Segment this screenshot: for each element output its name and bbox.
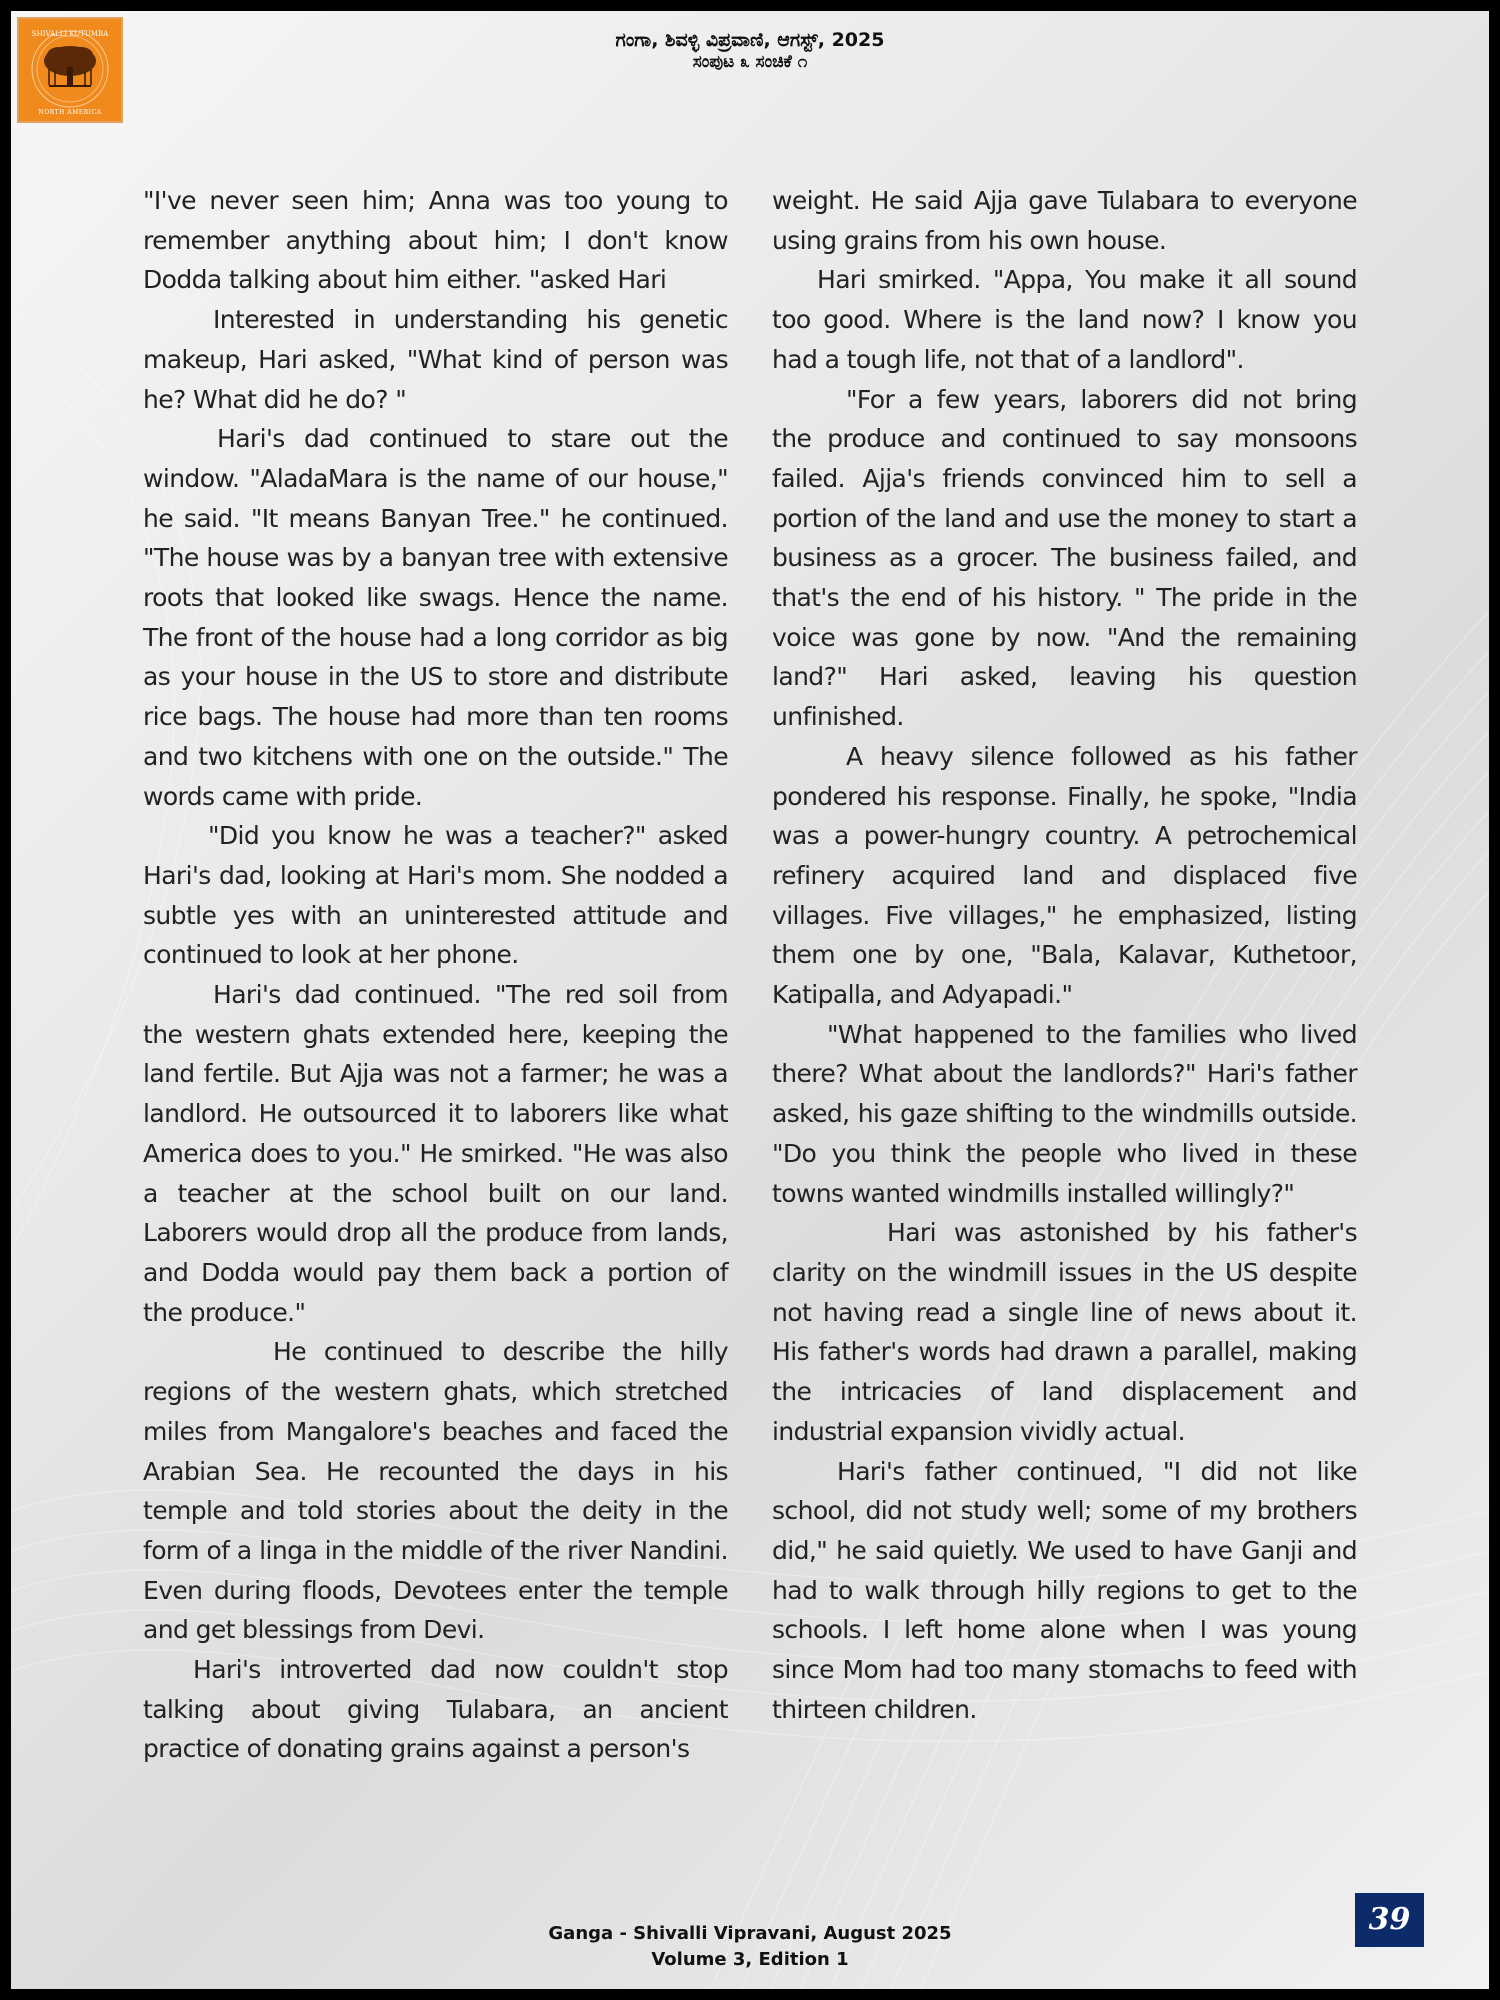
paragraph: "I've never seen him; Anna was too young to remember anything about him; I don't know Dodda talking about him either. "asked Hari <box>143 186 728 295</box>
paragraph: "Did you know he was a teacher?" asked Hari's dad, looking at Hari's mom. She nodded a subtle yes with an uninterested attitude and continued to look at her phone. <box>143 821 728 970</box>
header-subtitle: ಸಂಪುಟ ೩ ಸಂಚಿಕೆ ೧ <box>692 52 808 72</box>
header-title: ಗಂಗಾ, ಶಿವಳ್ಳಿ ವಿಪ್ರವಾಣಿ, ಆಗಸ್ಟ್, 2025 <box>615 29 885 51</box>
paragraph: He continued to describe the hilly regions of the western ghats, which stretched miles from Mangalore's beaches and faced the Arabian Sea. He recounted the days in his temple and told stories about the deity in the form of a linga in the middle of the river Nandini. Even during floods, Devotees enter the temple and get blessings from Devi. <box>143 1337 728 1645</box>
paragraph: A heavy silence followed as his father pondered his response. Finally, he spoke, "India was a power-hungry country. A petrochemical refinery acquired land and displaced five villages. Five villages," he emphasized, listing them one by one, "Bala, Kalavar, Kuthetoor, Katipalla, and Adyapadi." <box>772 741 1357 1010</box>
paragraph: Hari's introverted dad now couldn't stop talking about giving Tulabara, an ancient practice of donating grains against a person's <box>143 1655 728 1764</box>
magazine-page <box>11 11 1489 1989</box>
paragraph: Hari smirked. "Appa, You make it all sound too good. Where is the land now? I know you had a tough life, not that of a landlord". <box>772 265 1357 374</box>
paragraph: Hari was astonished by his father's clarity on the windmill issues in the US despite not having read a single line of news about it. His father's words had drawn a parallel, making the intricacies of land displacement and industrial expansion vividly actual. <box>772 1218 1357 1446</box>
paragraph: Hari's father continued, "I did not like school, did not study well; some of my brothers did," he said quietly. We used to have Ganji and had to walk through hilly regions to get to the schools. I left home alone when I was young since Mom had too many stomachs to feed with thirteen children. <box>772 1456 1357 1724</box>
page-header <box>11 29 1489 73</box>
article-left-column <box>143 181 728 1769</box>
paragraph: weight. He said Ajja gave Tulabara to everyone using grains from his own house. <box>772 186 1357 255</box>
paragraph: Hari's dad continued. "The red soil from the western ghats extended here, keeping the land fertile. But Ajja was not a farmer; he was a landlord. He outsourced it to laborers like what America does to you." He smirked. "He was also a teacher at the school built on our land. Laborers would drop all the produce from lands, and Dodda would pay them back a portion of the produce." <box>143 980 728 1327</box>
paragraph: Hari's dad continued to stare out the window. "AladaMara is the name of our house," he said. "It means Banyan Tree." he continued. "The house was by a banyan tree with extensive roots that looked like swags. Hence the name. The front of the house had a long corridor as big as your house in the US to store and distribute rice bags. The house had more than ten rooms and two kitchens with one on the outside." The words came with pride. <box>143 424 728 811</box>
logo-text: SHIVALLI KUTUMBA <box>31 30 109 38</box>
page-footer <box>11 1921 1489 1973</box>
article-right-column <box>772 181 1357 1729</box>
paragraph: "What happened to the families who lived there? What about the landlords?" Hari's father asked, his gaze shifting to the windmills outside. "Do you think the people who lived in these towns wanted windmills installed willingly?" <box>772 1019 1357 1208</box>
paragraph: Interested in understanding his genetic makeup, Hari asked, "What kind of person was he? What did he do? " <box>143 305 728 414</box>
footer-publication: Ganga - Shivalli Vipravani, August 2025 <box>548 1923 952 1944</box>
page-number-badge: 39 <box>1355 1893 1424 1947</box>
footer-volume: Volume 3, Edition 1 <box>651 1949 849 1970</box>
paragraph: "For a few years, laborers did not bring the produce and continued to say monsoons failed. Ajja's friends convinced him to sell a portion of the land and use the money to start a business as a grocer. The business failed, and that's the end of his history. " The pride in the voice was gone by now. "And the remaining land?" Hari asked, leaving his question unfinished. <box>772 384 1357 732</box>
logo-caption: NORTH AMERICA <box>38 109 102 116</box>
